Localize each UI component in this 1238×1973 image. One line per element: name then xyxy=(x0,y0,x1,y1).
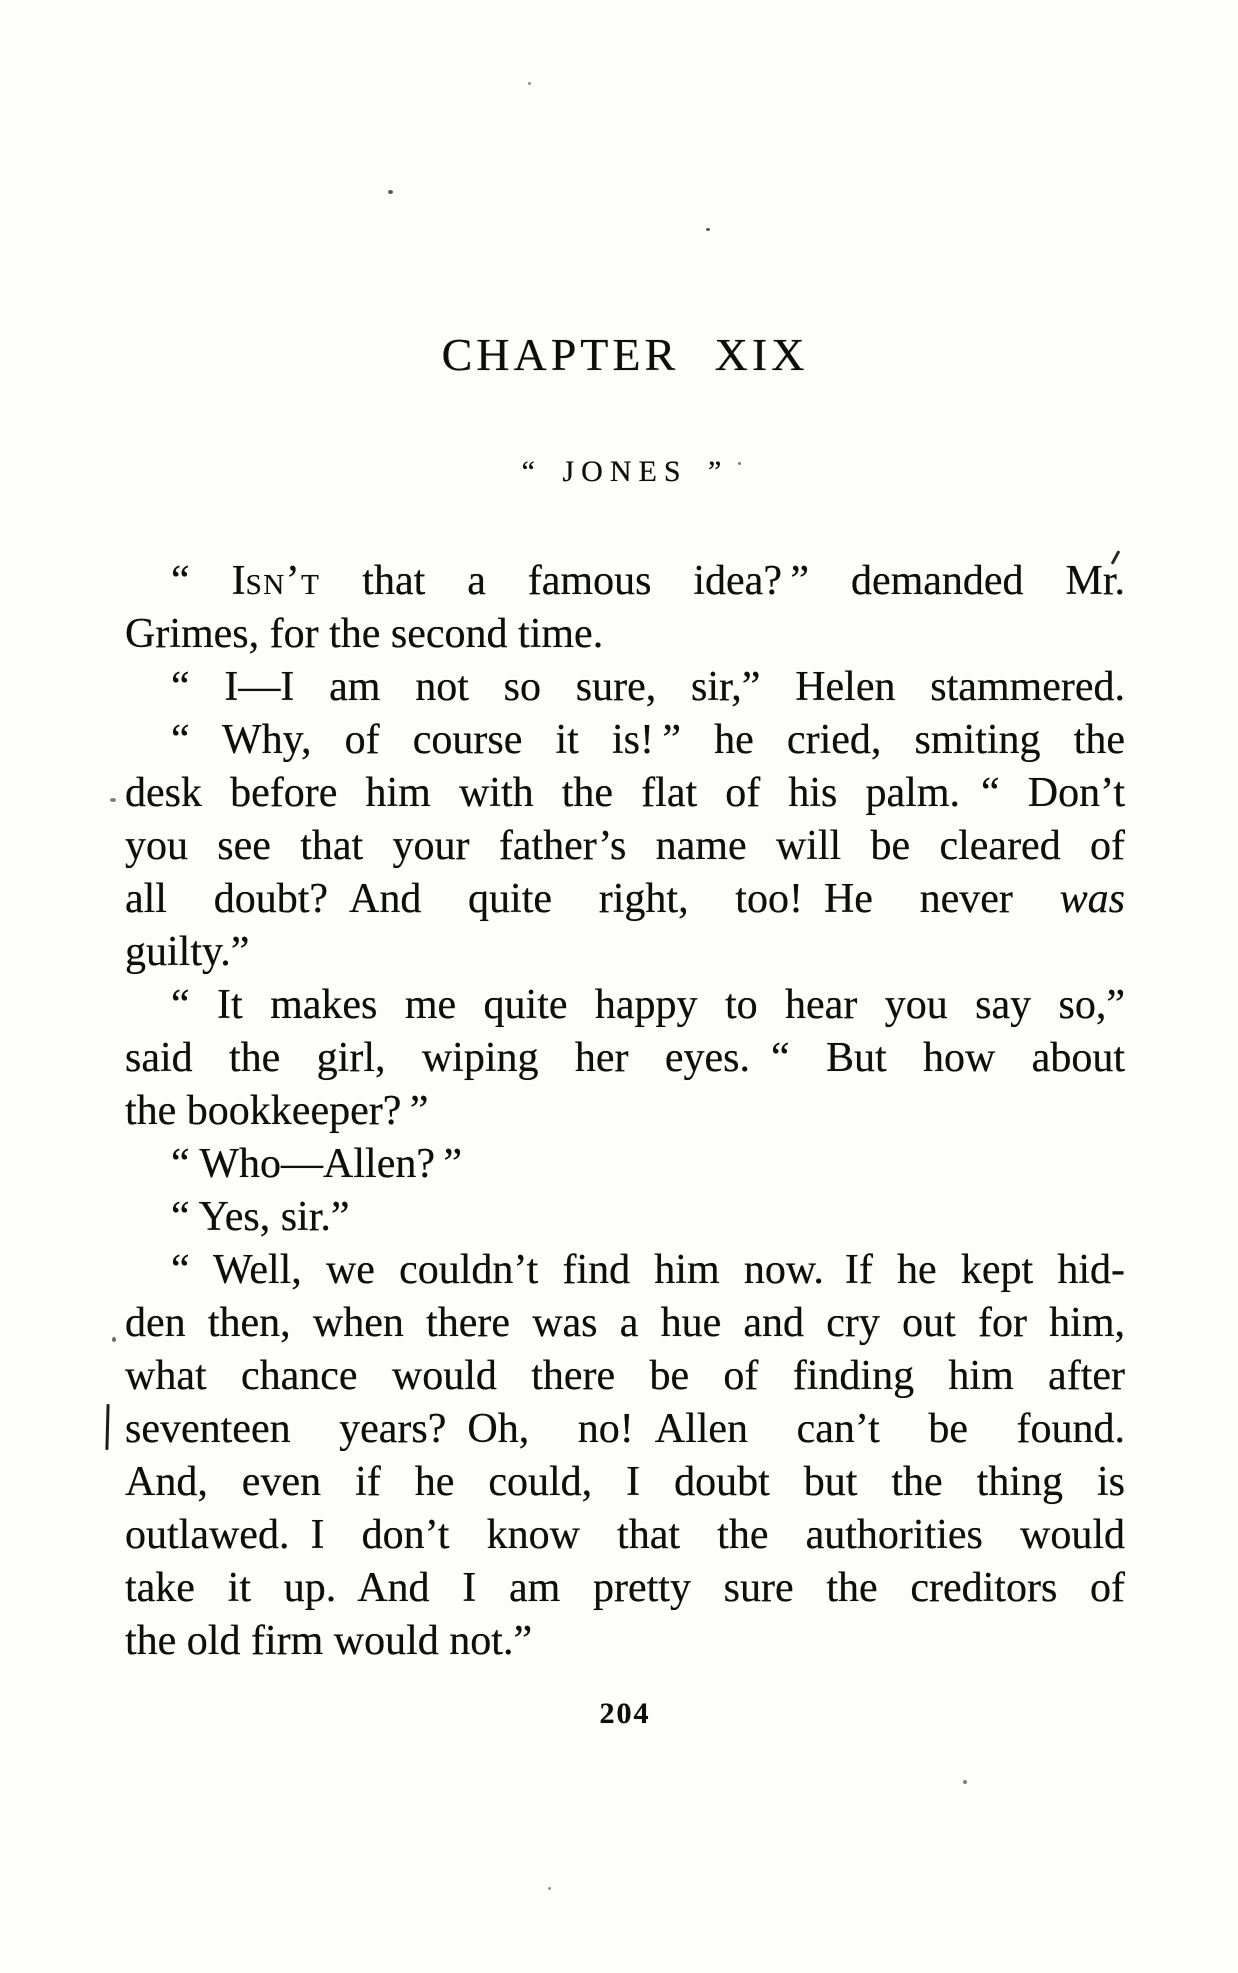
text-line xyxy=(125,1244,1125,1297)
text-segment: the old firm would not.” xyxy=(125,1618,533,1664)
text-segment: Grimes, for the second time. xyxy=(125,611,604,657)
text-segment: all doubt? And quite right, too! He never xyxy=(125,876,1060,922)
text-line xyxy=(125,820,1125,873)
scan-speck xyxy=(706,228,710,231)
text-segment: “ Yes, sir.” xyxy=(171,1194,350,1240)
text-segment: seventeen years? Oh, no! Allen can’t be found. xyxy=(125,1406,1125,1452)
text-line xyxy=(125,873,1125,926)
text-line xyxy=(125,1615,1125,1668)
scan-speck xyxy=(738,462,741,465)
text-segment: sn’t xyxy=(245,558,321,604)
text-segment: guilty.” xyxy=(125,929,250,975)
text-line xyxy=(125,1403,1125,1456)
text-line xyxy=(125,1562,1125,1615)
text-segment: den then, when there was a hue and cry out for him, xyxy=(125,1300,1125,1346)
text-line xyxy=(125,1085,1125,1138)
text-line xyxy=(125,1191,1125,1244)
chapter-subtitle: “ JONES ” xyxy=(521,455,729,488)
text-line xyxy=(125,1350,1125,1403)
text-segment: “ Who—Allen? ” xyxy=(171,1141,463,1187)
text-segment: said the girl, wiping her eyes. “ But how about xyxy=(125,1035,1125,1081)
text-line xyxy=(125,767,1125,820)
text-segment: “ I—I am not so sure, sir,” Helen stammered. xyxy=(171,664,1125,710)
text-line xyxy=(125,608,1125,661)
text-segment: was xyxy=(1059,876,1125,922)
chapter-heading: CHAPTER XIX xyxy=(441,329,809,380)
scan-speck xyxy=(528,82,531,85)
scan-speck xyxy=(388,190,393,194)
text-segment: “ I xyxy=(171,558,246,604)
text-line xyxy=(125,714,1125,767)
text-segment: “ Well, we couldn’t find him now. If he kept hid- xyxy=(171,1247,1125,1293)
text-segment: you see that your father’s name will be cleared of xyxy=(125,823,1125,869)
body-text xyxy=(125,555,1125,1668)
scan-speck xyxy=(110,798,116,802)
text-segment: the bookkeeper? ” xyxy=(125,1088,429,1134)
text-segment: take it up. And I am pretty sure the creditors of xyxy=(125,1565,1125,1611)
text-segment: “ It makes me quite happy to hear you say so,” xyxy=(171,982,1125,1028)
text-line xyxy=(125,926,1125,979)
scan-speck xyxy=(112,1337,116,1342)
text-line xyxy=(125,1032,1125,1085)
text-segment: what chance would there be of finding him after xyxy=(125,1353,1125,1399)
scan-speck xyxy=(548,1887,551,1890)
scan-speck xyxy=(963,1780,967,1784)
text-segment: “ Why, of course it is! ” he cried, smiting the xyxy=(171,717,1125,763)
text-segment: outlawed. I don’t know that the authorities would xyxy=(125,1512,1125,1558)
text-segment: And, even if he could, I doubt but the thing is xyxy=(125,1459,1125,1505)
text-segment: that a famous idea? ” demanded Mr. xyxy=(320,558,1125,604)
text-line xyxy=(125,1138,1125,1191)
text-line xyxy=(125,555,1125,608)
scan-artifact-vertical-bar xyxy=(105,1404,109,1450)
text-line xyxy=(125,1297,1125,1350)
text-line xyxy=(125,979,1125,1032)
text-line xyxy=(125,661,1125,714)
page-number: 204 xyxy=(599,1697,651,1730)
text-segment: desk before him with the flat of his palm. “ Don’t xyxy=(125,770,1125,816)
text-line xyxy=(125,1456,1125,1509)
text-line xyxy=(125,1509,1125,1562)
